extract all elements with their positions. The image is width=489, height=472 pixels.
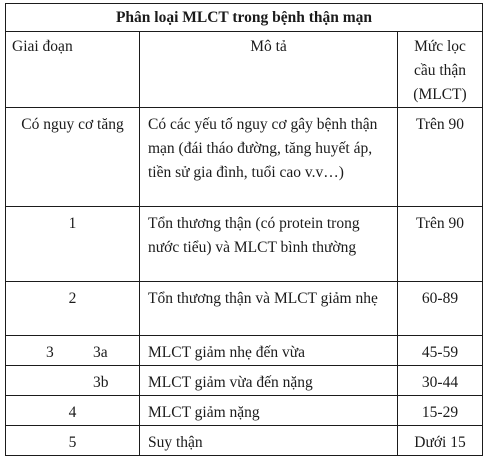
table-title: Phân loại MLCT trong bệnh thận mạn (6, 4, 483, 32)
rate-cell: Trên 90 (398, 108, 483, 207)
description-cell: MLCT giảm vừa đến nặng (140, 366, 398, 396)
stage-cell: 5 (6, 426, 140, 456)
stage-cell: 4 (6, 396, 140, 426)
rate-cell: 15-29 (398, 396, 483, 426)
table-title-row (6, 4, 483, 32)
description-cell: Suy thận (140, 426, 398, 456)
description-cell: MLCT giảm nhẹ đến vừa (140, 336, 398, 366)
header-rate: Mức lọc cầu thận (MLCT) (398, 32, 483, 108)
rate-cell: Dưới 15 (398, 426, 483, 456)
stage-cell: Có nguy cơ tăng (6, 108, 140, 207)
header-row (6, 32, 483, 108)
rate-cell: 45-59 (398, 336, 483, 366)
rate-cell: 30-44 (398, 366, 483, 396)
description-cell: Tổn thương thận và MLCT giảm nhẹ (140, 282, 398, 336)
table-row (6, 366, 483, 396)
stage-cell: 2 (6, 282, 140, 336)
rate-cell: Trên 90 (398, 207, 483, 282)
table-row (6, 108, 483, 207)
stage-cell: 1 (6, 207, 140, 282)
description-cell: Tổn thương thận (có protein trong nước tiểu) và MLCT bình thường (140, 207, 398, 282)
table-row (6, 426, 483, 456)
description-cell: Có các yếu tố nguy cơ gây bệnh thận mạn (đái tháo đường, tăng huyết áp, tiền sử gia đình, tuổi cao v.v…) (140, 108, 398, 207)
substage-label: 3a (93, 344, 108, 361)
classification-table-container (5, 3, 482, 456)
table-row (6, 207, 483, 282)
stage-cell (6, 366, 140, 396)
header-stage: Giai đoạn (6, 32, 140, 108)
stage-cell (6, 336, 140, 366)
header-description: Mô tả (140, 32, 398, 108)
stage-number: 3 (46, 344, 54, 361)
rate-cell: 60-89 (398, 282, 483, 336)
substage-label: 3b (93, 374, 109, 391)
table-row (6, 282, 483, 336)
table-row (6, 336, 483, 366)
description-cell: MLCT giảm nặng (140, 396, 398, 426)
table-row (6, 396, 483, 426)
gfr-classification-table (5, 3, 483, 456)
